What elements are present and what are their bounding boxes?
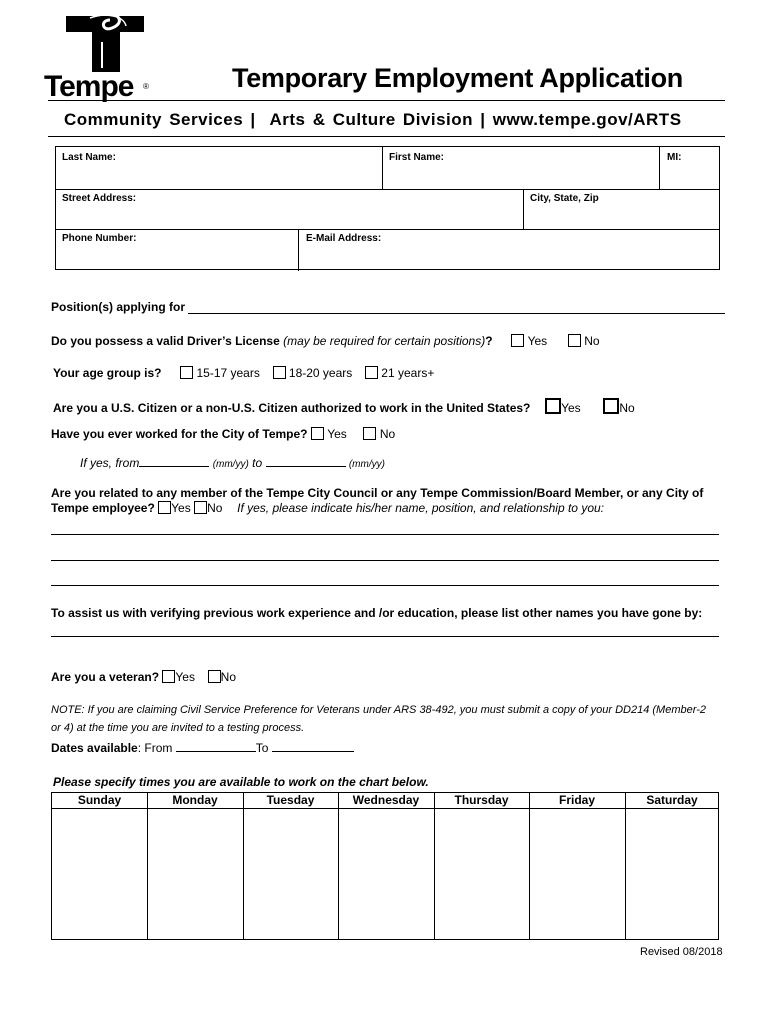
header-rule-bottom [48,136,725,137]
other-names-input-line[interactable] [51,636,719,637]
license-note: (may be required for certain positions) [283,334,486,348]
veteran-note-line2: or 4) at the time you are invited to a testing process. [51,722,305,734]
citizen-yes-checkbox[interactable] [545,398,561,414]
worked-yes-label: Yes [327,427,347,441]
dates-from-label: : From [137,741,173,755]
day-header-sunday: Sunday [77,793,122,807]
revision-date: Revised 08/2018 [640,946,723,958]
day-header-tuesday: Tuesday [266,793,315,807]
tempe-logo [44,12,152,104]
related-answer-line-2[interactable] [51,560,719,561]
dates-from-input[interactable] [176,751,256,752]
email-address-field[interactable]: E-Mail Address: [306,233,382,244]
veteran-note-line1: NOTE: If you are claiming Civil Service Preference for Veterans under ARS 38-492, you must submit a copy of your DD214 (Member-2 [51,704,706,716]
license-qmark: ? [485,334,493,348]
phone-number-field[interactable]: Phone Number: [62,233,137,244]
citizen-label: Are you a U.S. Citizen or a non-U.S. Citizen authorized to work in the United States? [53,401,531,415]
worked-yes-checkbox[interactable] [311,427,324,440]
veteran-no-checkbox[interactable] [208,670,221,683]
license-yes-checkbox[interactable] [511,334,524,347]
tempe-t-emblem-icon [66,12,146,72]
age-18-20-label: 18-20 years [288,366,353,380]
age-21-plus-label: 21 years+ [381,366,435,380]
schedule-cell-friday[interactable] [530,809,625,939]
dates-available-label: Dates available [51,741,138,755]
related-yes-checkbox[interactable] [158,501,171,514]
grid-col-divider [659,147,660,189]
header-rule-top [48,100,725,101]
availability-schedule-table [51,792,719,940]
veteran-yes-label: Yes [175,670,195,684]
license-no-label: No [584,334,600,348]
worked-no-label: No [379,427,396,441]
age-label: Your age group is? [53,366,162,380]
day-header-thursday: Thursday [454,793,509,807]
worked-question [51,427,395,441]
division-subtitle: Community Services | Arts & Culture Division | www.tempe.gov/ARTS [64,110,682,129]
logo-wordmark: Tempe [44,70,134,103]
related-answer-line-1[interactable] [51,534,719,535]
worked-to-format: (mm/yy) [348,459,385,470]
dates-to-input[interactable] [272,751,354,752]
day-header-friday: Friday [558,793,595,807]
grid-col-divider [382,147,383,189]
related-note: If yes, please indicate his/her name, position, and relationship to you: [237,501,604,515]
day-header-monday: Monday [172,793,218,807]
veteran-question [51,670,236,684]
veteran-no-label: No [220,670,236,684]
worked-from-format: (mm/yy) [212,459,249,470]
page-title: Temporary Employment Application [232,63,683,93]
related-question-line2 [51,501,604,515]
dates-to-label: To [255,741,269,755]
license-no-checkbox[interactable] [568,334,581,347]
license-label: Do you possess a valid Driver’s License [51,334,280,348]
day-header-wednesday: Wednesday [352,793,420,807]
other-names-question [51,606,702,620]
worked-no-checkbox[interactable] [363,427,376,440]
schedule-instruction: Please specify times you are available to work on the chart below. [53,775,429,789]
position-label: Position(s) applying for [51,300,185,314]
last-name-field[interactable]: Last Name: [62,152,116,163]
schedule-cell-sunday[interactable] [52,809,147,939]
worked-to-label: to [252,456,263,470]
citizen-yes-label: Yes [561,401,581,415]
worked-to-input[interactable] [266,466,346,467]
related-yes-label: Yes [171,501,191,515]
street-address-field[interactable]: Street Address: [62,193,137,204]
citizen-no-checkbox[interactable] [603,398,619,414]
related-answer-line-3[interactable] [51,585,719,586]
related-no-label: No [207,501,223,515]
dates-available-row [51,741,354,755]
age-15-17-checkbox[interactable] [180,366,193,379]
grid-col-divider [298,229,299,271]
schedule-cell-tuesday[interactable] [244,809,338,939]
position-question [51,300,185,314]
worked-from-label: If yes, from [80,456,140,470]
middle-initial-field[interactable]: MI: [667,152,682,163]
city-state-zip-field[interactable]: City, State, Zip [530,193,599,204]
veteran-label: Are you a veteran? [51,670,160,684]
related-question [51,486,703,500]
citizen-no-label: No [619,401,635,415]
schedule-cell-monday[interactable] [148,809,243,939]
age-question [53,366,434,380]
license-question [51,334,600,348]
related-label-line1: Are you related to any member of the Tempe City Council or any Tempe Commission/Board Member, or any City of [51,486,704,500]
license-yes-label: Yes [527,334,548,348]
day-header-saturday: Saturday [646,793,698,807]
other-names-label: To assist us with verifying previous work experience and /or education, please list other names you have gone by: [51,606,703,620]
registered-mark: ® [143,82,149,91]
schedule-cell-thursday[interactable] [435,809,529,939]
worked-dates-row [80,456,385,470]
veteran-yes-checkbox[interactable] [162,670,175,683]
worked-from-input[interactable] [139,466,209,467]
grid-col-divider [523,189,524,229]
position-input-line[interactable] [188,313,725,314]
grid-row-divider [56,189,719,190]
veteran-note [51,701,741,737]
first-name-field[interactable]: First Name: [389,152,445,163]
schedule-cell-saturday[interactable] [626,809,719,939]
related-label-line2: Tempe employee? [51,501,155,515]
grid-row-divider [56,229,719,230]
age-18-20-checkbox[interactable] [273,366,286,379]
schedule-header-row [52,793,718,809]
age-15-17-label: 15-17 years [196,366,260,380]
age-21-plus-checkbox[interactable] [365,366,378,379]
worked-label: Have you ever worked for the City of Tempe? [51,427,308,441]
contact-info-grid [55,146,720,270]
schedule-cell-wednesday[interactable] [339,809,434,939]
citizen-question [53,398,635,415]
related-no-checkbox[interactable] [194,501,207,514]
